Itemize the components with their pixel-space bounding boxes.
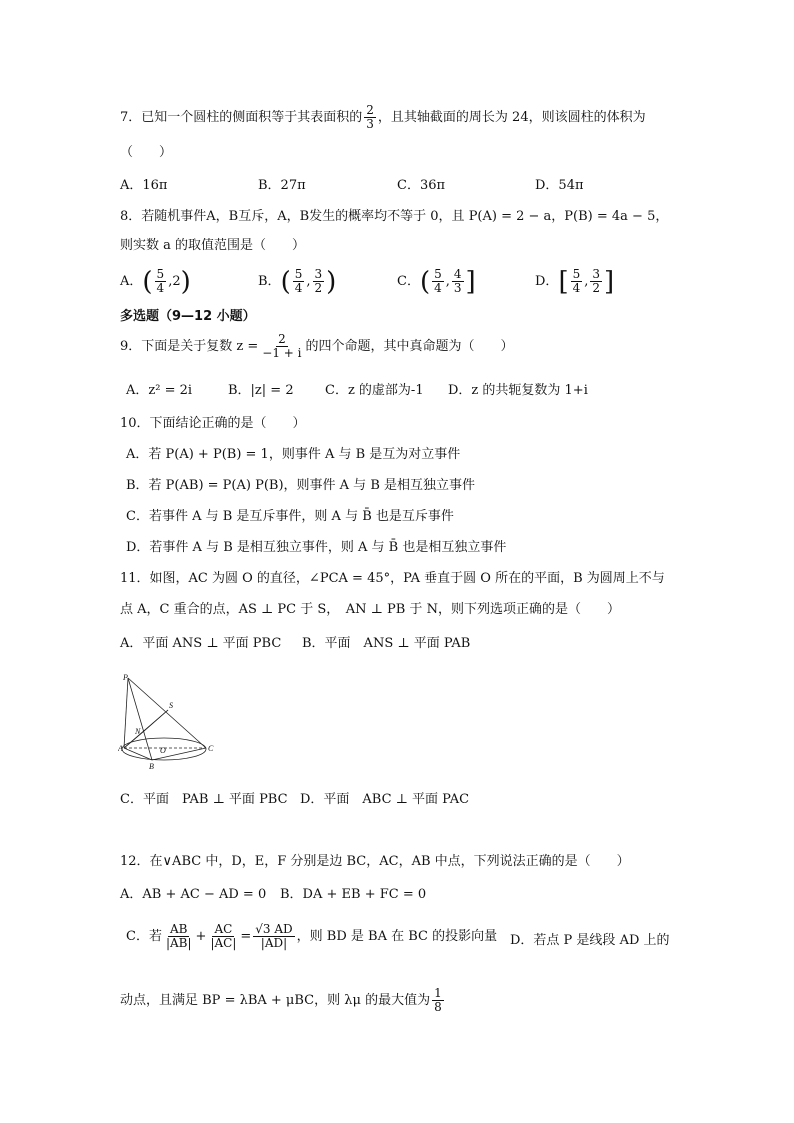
q10-stem: 10．下面结论正确的是（ ） [120, 416, 306, 431]
label-b: B [149, 762, 154, 771]
q10-option-d: D．若事件 A 与 B 是相互独立事件，则 A 与 B̄ 也是相互独立事件 [126, 540, 507, 555]
q8-option-b: B．( $\frac{5}{4}$ , $\frac{3}{2}$ ) [258, 266, 337, 297]
edge-pa [124, 678, 128, 748]
q12-stem: 12．在∨ABC 中，D，E，F 分别是边 BC，AC，AB 中点，下列说法正确的是（ ） [120, 854, 630, 869]
label-p: P [123, 673, 128, 682]
q11-line2: 点 A，C 重合的点，AS ⊥ PC 于 S， AN ⊥ PB 于 N，则下列选项正确的是（ ） [120, 602, 620, 617]
q8-line1: 8．若随机事件A，B互斥，A，B发生的概率均不等于 0，且 P(A) = 2 − a，P(B) = 4a − 5， [120, 209, 669, 224]
q12-option-c-line: C．若 $\frac{AB}{|AB|}$ + $\frac{AC}{|AC|}$ = $\frac{√3 AD}{|AD|}$ ，则 BD 是 BA 在 BC 的投影向量 [126, 922, 498, 950]
q11-option-a: A．平面 ANS ⊥ 平面 PBC [120, 636, 282, 651]
q12-option-a: A．AB + AC − AD = 0 [120, 887, 267, 902]
q11-option-c: C．平面 PAB ⊥ 平面 PBC [120, 792, 288, 807]
q9-option-a: A．z² = 2i [126, 383, 193, 398]
q12-last-line: 动点，且满足 BP = λBA + μBC，则 λμ 的最大值为 $\frac{1}{8}$ [120, 986, 442, 1014]
label-a: A [118, 744, 123, 753]
q7-stem: 7．已知一个圆柱的侧面积等于其表面积的 $\frac{2}{3}$ ，且其轴截面的周长为 24，则该圆柱的体积为 [120, 103, 646, 131]
q7-option-a: A．16π [120, 178, 168, 193]
edge-pc [128, 678, 206, 748]
q7-paren: （ ） [120, 145, 173, 160]
q7-option-c: C．36π [397, 178, 446, 193]
q9-option-d: D．z 的共轭复数为 1+i [448, 383, 588, 398]
q8-option-d: D．[ $\frac{5}{4}$ , $\frac{3}{2}$ ] [535, 266, 615, 297]
label-o: O [160, 746, 166, 755]
label-n: N [135, 727, 141, 736]
q7-fraction: $\frac{2}{3}$ [366, 103, 374, 131]
q8-line2: 则实数 a 的取值范围是（ ） [120, 238, 306, 253]
q8-option-c: C．( $\frac{5}{4}$ , $\frac{4}{3}$ ] [397, 266, 476, 297]
q12-option-d-start: D．若点 P 是线段 AD 上的 [510, 933, 670, 948]
q9-stem: 9．下面是关于复数 z = $\frac{2}{-1 + i}$ 的四个命题，其中真命题为（ ） [120, 332, 514, 360]
q7-option-d: D．54π [535, 178, 584, 193]
q11-option-d: D．平面 ABC ⊥ 平面 PAC [300, 792, 470, 807]
q10-option-b: B．若 P(AB) = P(A) P(B)，则事件 A 与 B 是相互独立事件 [126, 478, 476, 493]
q9-option-b: B．|z| = 2 [228, 383, 294, 398]
q11-line1: 11．如图，AC 为圆 O 的直径，∠PCA = 45°，PA 垂直于圆 O 所在的平面，B 为圆周上不与 [120, 571, 665, 586]
edge-ns [143, 710, 168, 732]
cone-figure [118, 672, 218, 774]
label-s: S [169, 701, 173, 710]
label-c: C [208, 744, 214, 753]
q7-option-b: B．27π [258, 178, 306, 193]
q9-fraction: $\frac{2}{-1 + i}$ [262, 332, 302, 360]
q12-max-fraction: $\frac{1}{8}$ [434, 986, 442, 1014]
q12-option-b: B．DA + EB + FC = 0 [280, 887, 427, 902]
q10-option-a: A．若 P(A) + P(B) = 1，则事件 A 与 B 是互为对立事件 [126, 447, 461, 462]
q8-option-a: A．( $\frac{5}{4}$ ,2) [120, 266, 191, 297]
edge-ab [124, 748, 152, 760]
q11-option-b: B．平面 ANS ⊥ 平面 PAB [302, 636, 471, 651]
section-title: 多选题（9—12 小题） [120, 309, 256, 324]
q10-option-c: C．若事件 A 与 B 是互斥事件，则 A 与 B̄ 也是互斥事件 [126, 509, 454, 524]
q9-option-c: C．z 的虚部为-1 [325, 383, 424, 398]
